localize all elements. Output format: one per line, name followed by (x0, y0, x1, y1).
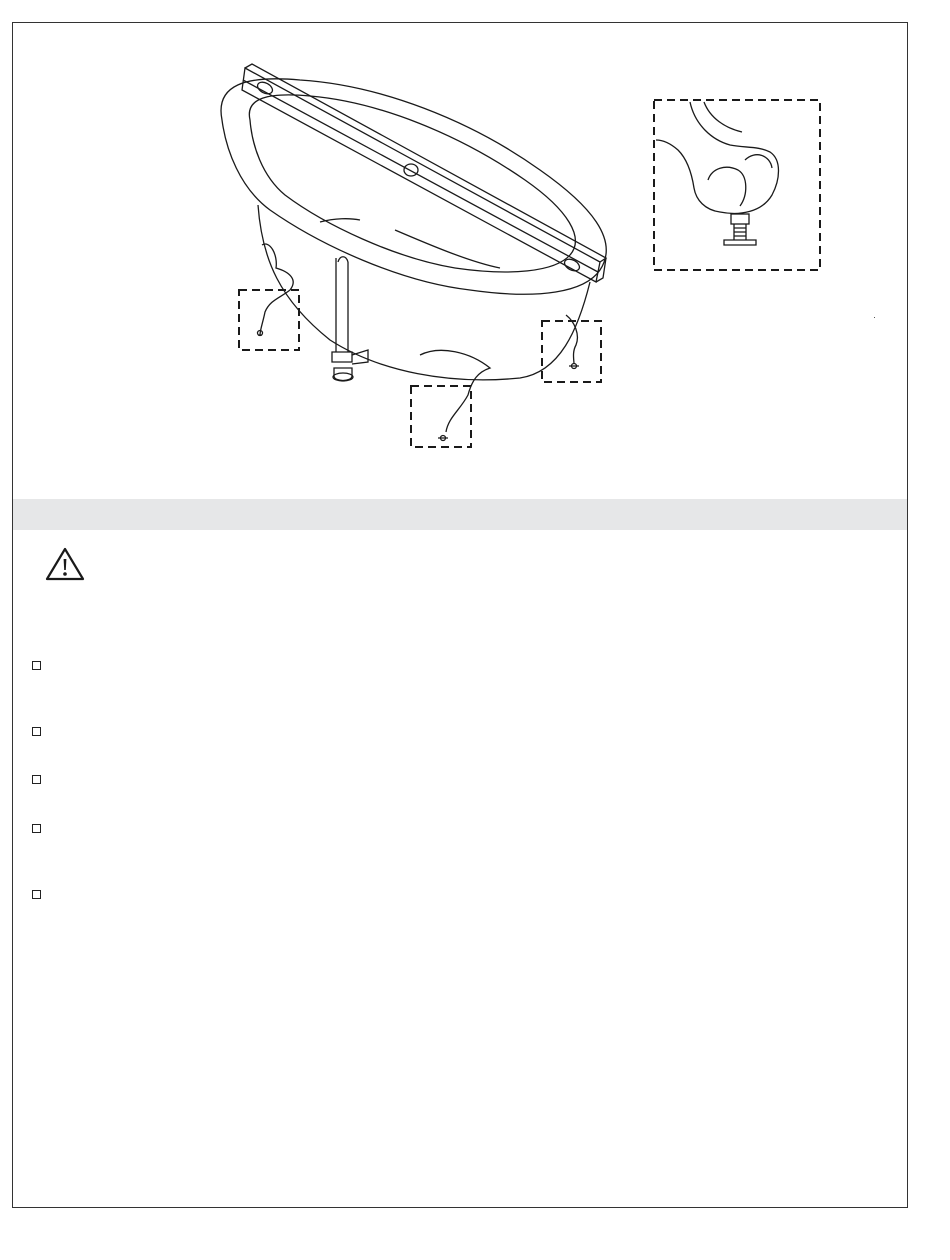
section-heading (13, 499, 907, 513)
foot-left (258, 244, 293, 335)
warning-triangle-icon (44, 546, 86, 582)
checkbox-1[interactable] (32, 661, 41, 670)
tub-outer-rim (221, 79, 606, 294)
foot-center (420, 350, 490, 438)
stray-mark (874, 317, 875, 318)
section-header-bar (13, 499, 907, 530)
hand-adjusting-foot-detail (656, 102, 779, 245)
checkbox-2[interactable] (32, 727, 41, 736)
drain-pipe (332, 257, 368, 381)
bathtub-level-illustration (0, 0, 950, 500)
callout-box-right (542, 321, 601, 382)
tub-inner-rim (249, 95, 575, 272)
checkbox-3[interactable] (32, 775, 41, 784)
checkbox-5[interactable] (32, 890, 41, 899)
checkbox-4[interactable] (32, 824, 41, 833)
level-tool (242, 64, 606, 282)
